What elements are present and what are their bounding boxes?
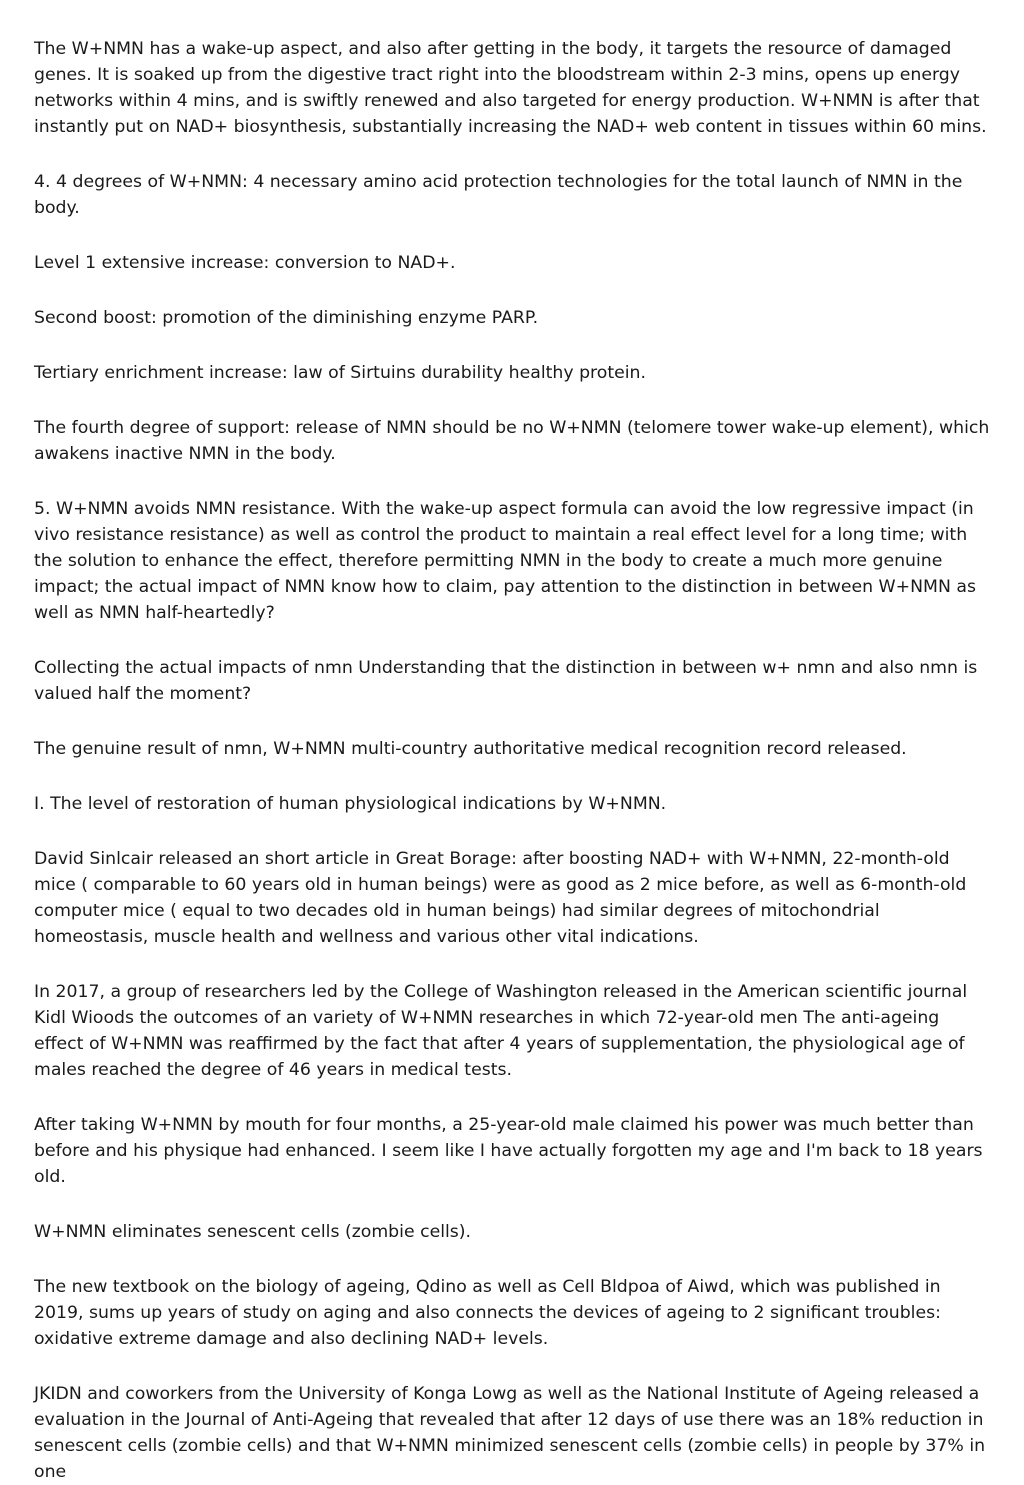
paragraph-restoration-level: I. The level of restoration of human physiological indications by W+NMN. xyxy=(34,794,667,814)
paragraph-2017-study: In 2017, a group of researchers led by the College of Washington released in the American scientific journal Kidl Wioods the outcomes of an variety of W+NMN researches in which 72-year-old men The anti-ageing effect of W+NMN was reaffirmed by the fact that after 4 years of supplementation, the physiological age of males reached the degree of 46 years in medical tests. xyxy=(34,982,968,1080)
paragraph-nmn-resistance: 5. W+NMN avoids NMN resistance. With the wake-up aspect formula can avoid the low regressive impact (in vivo resistance resistance) as well as control the product to maintain a real effect level for a long time; with the solution to enhance the effect, therefore permitting NMN in the body to create a much more genuine impact; the actual impact of NMN know how to claim, pay attention to the distinction in between W+NMN as well as NMN half-heartedly? xyxy=(34,499,976,623)
paragraph-collecting-impacts: Collecting the actual impacts of nmn Understanding that the distinction in between w+ nmn and also nmn is valued half the moment? xyxy=(34,658,978,704)
paragraph-four-degrees: 4. 4 degrees of W+NMN: 4 necessary amino acid protection technologies for the total launch of NMN in the body. xyxy=(34,172,963,218)
paragraph-sinclair-article: David Sinlcair released an short article in Great Borage: after boosting NAD+ with W+NMN, 22-month-old mice ( comparable to 60 years old in human beings) were as good as 2 mice before, as well as 6-month-old computer mice ( equal to two decades old in human beings) had similar degrees of mitochondrial homeostasis, muscle health and wellness and various other vital indications. xyxy=(34,849,967,947)
paragraph-wake-up-aspect: The W+NMN has a wake-up aspect, and also after getting in the body, it targets the resource of damaged genes. It is soaked up from the digestive tract right into the bloodstream within 2-3 mins, opens up energy networks within 4 mins, and is swiftly renewed and also targeted for energy production. W+NMN is after that instantly put on NAD+ biosynthesis, substantially increasing the NAD+ web content in tissues within 60 mins. xyxy=(34,39,987,137)
paragraph-jkidn-review: JKIDN and coworkers from the University of Konga Lowg as well as the National Institute of Ageing released a evaluation in the Journal of Anti-Ageing that revealed that after 12 days of use there was an 18% reduction in senescent cells (zombie cells) and that W+NMN minimized senescent cells (zombie cells) in people by 37% in one xyxy=(34,1384,986,1482)
paragraph-tertiary: Tertiary enrichment increase: law of Sirtuins durability healthy protein. xyxy=(34,363,646,383)
paragraph-second-boost: Second boost: promotion of the diminishing enzyme PARP. xyxy=(34,308,539,328)
paragraph-25-year-old: After taking W+NMN by mouth for four months, a 25-year-old male claimed his power was much better than before and his physique had enhanced. I seem like I have actually forgotten my age and I'm back to 18 years old. xyxy=(34,1115,983,1187)
paragraph-fourth-degree: The fourth degree of support: release of NMN should be no W+NMN (telomere tower wake-up element), which awakens inactive NMN in the body. xyxy=(34,418,990,464)
paragraph-textbook: The new textbook on the biology of ageing, Qdino as well as Cell Bldpoa of Aiwd, which was published in 2019, sums up years of study on aging and also connects the devices of ageing to 2 significant troubles: oxidative extreme damage and also declining NAD+ levels. xyxy=(34,1277,941,1349)
paragraph-senescent-cells: W+NMN eliminates senescent cells (zombie cells). xyxy=(34,1222,472,1242)
paragraph-genuine-result: The genuine result of nmn, W+NMN multi-country authoritative medical recognition record released. xyxy=(34,739,907,759)
paragraph-level-1: Level 1 extensive increase: conversion to NAD+. xyxy=(34,253,456,273)
